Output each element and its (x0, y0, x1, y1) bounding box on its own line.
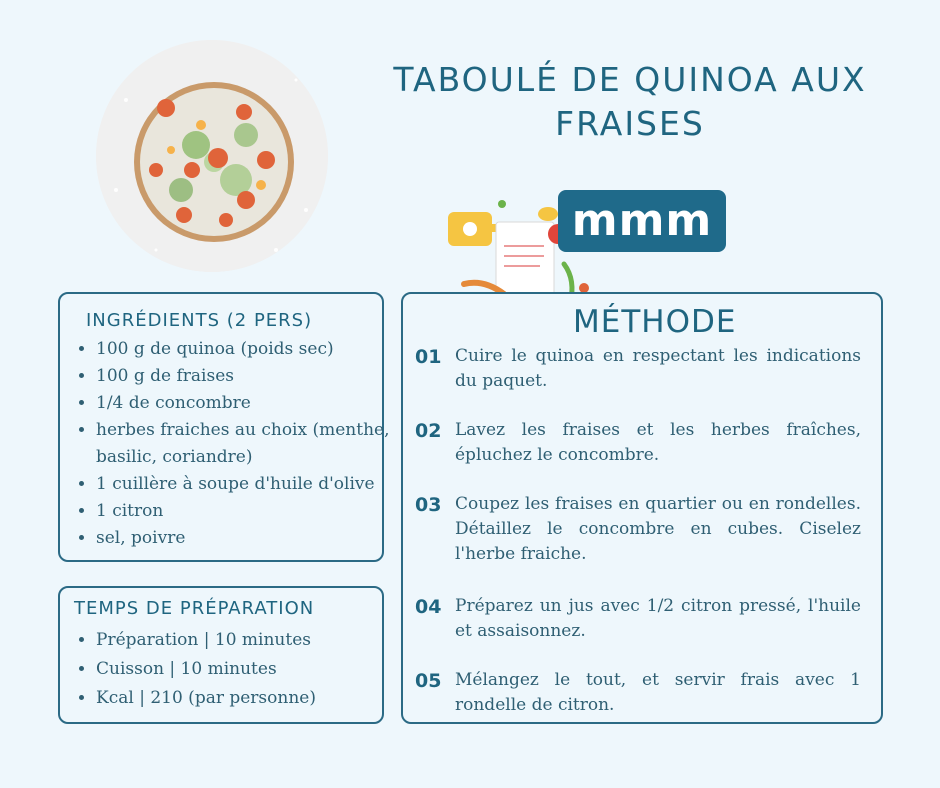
quinoa-salad-bowl-photo (96, 40, 328, 272)
list-item: • Cuisson | 10 minutes (96, 655, 396, 684)
step-number: 03 (415, 494, 442, 516)
list-item: • 100 g de quinoa (poids sec) (96, 336, 396, 363)
step-number: 04 (415, 596, 442, 618)
method-card (401, 292, 883, 724)
list-item: • 1 citron (96, 498, 396, 525)
step-number: 02 (415, 420, 442, 442)
step-text: Mélangez le tout, et servir frais avec 1 rondelle de citron. (455, 670, 861, 715)
preparation-time-list (60, 626, 396, 713)
list-item: • 1 cuillère à soupe d'huile d'olive (96, 471, 396, 498)
step-text: Lavez les fraises et les herbes fraîches, épluchez le concombre. (455, 420, 861, 465)
mmm-badge: mmm (558, 190, 726, 252)
preparation-time-heading: TEMPS DE PRÉPARATION (74, 598, 315, 619)
recipe-title: TABOULÉ DE QUINOA AUX FRAISES (393, 60, 867, 143)
ingredients-card (58, 292, 390, 562)
method-heading: MÉTHODE (573, 304, 737, 340)
step-number: 05 (415, 670, 442, 692)
step-text: Coupez les fraises en quartier ou en rondelles. Détaillez le concombre en cubes. Ciselez l'herbe fraiche. (455, 494, 861, 564)
list-item: • Préparation | 10 minutes (96, 626, 396, 655)
list-item: • 100 g de fraises (96, 363, 396, 390)
list-item: • herbes fraiches au choix (menthe, basilic, coriandre) (96, 417, 396, 471)
step-text: Cuire le quinoa en respectant les indications du paquet. (455, 346, 861, 391)
step-text: Préparez un jus avec 1/2 citron pressé, l'huile et assaisonnez. (455, 596, 861, 641)
list-item: • 1/4 de concombre (96, 390, 396, 417)
preparation-time-card (58, 586, 384, 724)
ingredients-heading: INGRÉDIENTS (2 PERS) (86, 310, 313, 331)
list-item: • sel, poivre (96, 525, 396, 552)
list-item: • Kcal | 210 (par personne) (96, 684, 396, 713)
step-number: 01 (415, 346, 442, 368)
ingredients-list (60, 336, 396, 552)
